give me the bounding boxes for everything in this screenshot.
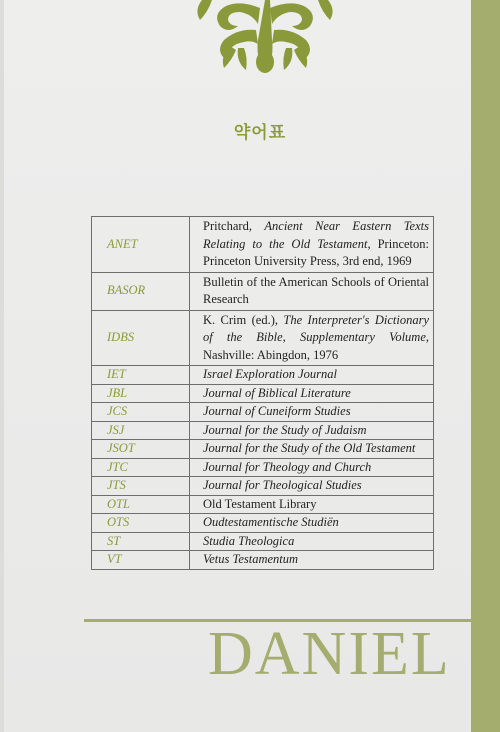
description-text: Journal for Theology and Church xyxy=(203,459,372,474)
abbreviation-cell: JBL xyxy=(92,384,190,403)
page-title: 약어표 xyxy=(233,123,287,143)
table-row xyxy=(92,458,434,477)
description-text: Journal of Cuneiform Studies xyxy=(203,404,351,418)
description-text: Pritchard, xyxy=(203,219,265,233)
abbreviation-cell: ANET xyxy=(92,217,190,273)
description-text: , Nashville: Abingdon, 1976 xyxy=(203,330,429,362)
description-text: Vetus Testamentum xyxy=(203,552,299,566)
description-cell xyxy=(190,458,434,477)
description-cell xyxy=(190,421,434,440)
description-text: Israel Exploration Journal xyxy=(203,367,338,381)
table-row xyxy=(92,384,434,403)
description-cell xyxy=(190,384,434,403)
table-row xyxy=(92,366,434,385)
abbreviation-table xyxy=(91,216,434,570)
abbreviation-cell: JCS xyxy=(92,403,190,422)
description-text: , Princeton: Princeton University Press, 3rd end, 1969 xyxy=(203,236,429,268)
book-title: DANIEL xyxy=(208,620,451,688)
abbreviation-cell: JSJ xyxy=(92,421,190,440)
description-text: Journal for the Study of Judaism xyxy=(203,422,367,437)
table-row xyxy=(92,440,434,459)
abbreviation-cell: VT xyxy=(92,551,190,570)
table-row xyxy=(92,403,434,422)
right-color-band xyxy=(471,0,500,732)
table-row xyxy=(92,421,434,440)
table-row xyxy=(92,514,434,533)
abbreviation-cell: IDBS xyxy=(92,310,190,366)
abbreviation-cell: OTS xyxy=(92,514,190,533)
description-cell xyxy=(190,366,434,385)
table-row xyxy=(92,477,434,496)
description-cell xyxy=(190,551,434,570)
description-cell xyxy=(190,495,434,514)
description-cell xyxy=(190,272,434,310)
description-text: Journal of Biblical Literature xyxy=(203,385,351,400)
abbreviation-cell: OTL xyxy=(92,495,190,514)
page-left-edge xyxy=(0,0,4,732)
description-text: Ancient Near Eastern Texts Relating to the Old Testament xyxy=(203,219,429,251)
abbreviation-cell: JTS xyxy=(92,477,190,496)
table-row xyxy=(92,217,434,273)
abbreviation-cell: IET xyxy=(92,366,190,385)
abbreviation-cell: BASOR xyxy=(92,272,190,310)
description-cell xyxy=(190,310,434,366)
description-text: Journal for the Study of the Old Testament xyxy=(203,441,416,455)
description-text: Old Testament Library xyxy=(203,496,317,511)
table-row xyxy=(92,310,434,366)
description-text: Bulletin of the American Schools of Oriental Research xyxy=(203,274,429,306)
description-text: The Interpreter's Dictionary of the Bible, Supplementary Volume xyxy=(203,312,429,344)
description-text: Oudtestamentische Studiën xyxy=(203,515,339,529)
abbreviation-cell: ST xyxy=(92,532,190,551)
description-cell xyxy=(190,217,434,273)
table-row xyxy=(92,272,434,310)
table-row xyxy=(92,551,434,570)
description-cell xyxy=(190,514,434,533)
description-text: Journal for Theological Studies xyxy=(203,478,362,492)
description-cell xyxy=(190,403,434,422)
fleur-ornament-icon xyxy=(190,0,340,80)
description-cell xyxy=(190,440,434,459)
description-cell xyxy=(190,477,434,496)
table-row xyxy=(92,532,434,551)
description-text: Studia Theologica xyxy=(203,533,295,548)
description-text: K. Crim (ed.), xyxy=(203,312,284,327)
description-cell xyxy=(190,532,434,551)
abbreviation-cell: JTC xyxy=(92,458,190,477)
abbreviation-cell: JSOT xyxy=(92,440,190,459)
table-row xyxy=(92,495,434,514)
